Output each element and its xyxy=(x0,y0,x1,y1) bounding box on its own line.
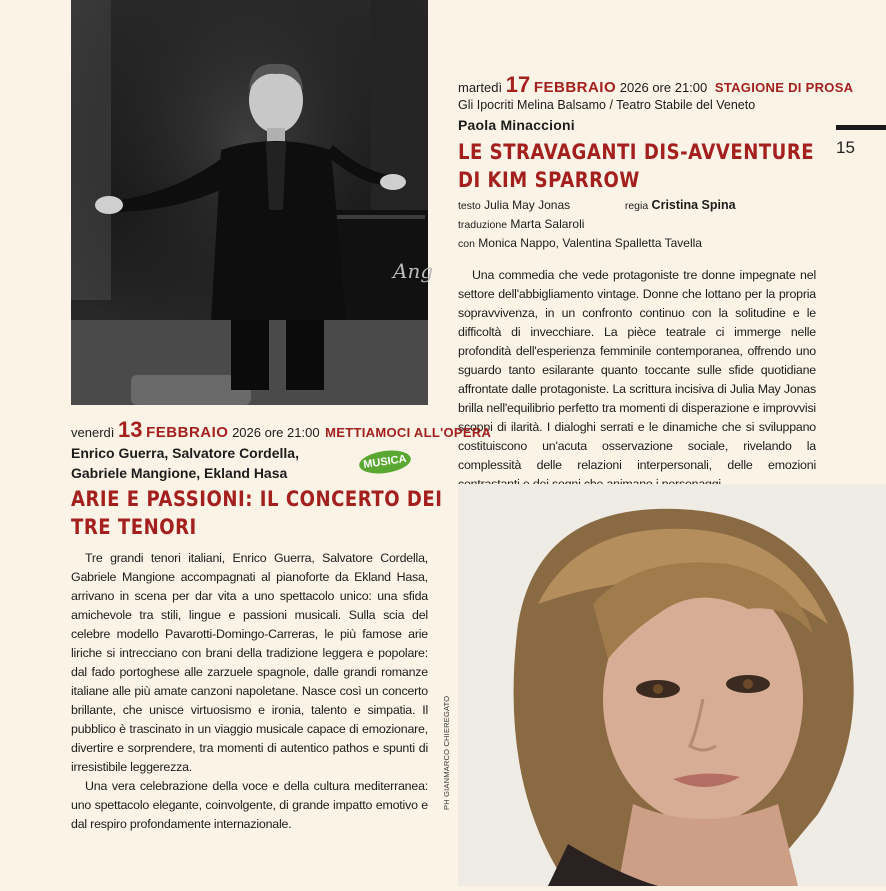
event-right-credits xyxy=(458,196,736,253)
event-left-cast-line2: Gabriele Mangione, Ekland Hasa xyxy=(71,465,288,481)
page-number-bar xyxy=(836,125,886,130)
event-left-year-time: 2026 ore 21:00 xyxy=(232,425,320,440)
actress-portrait-photo xyxy=(458,484,886,886)
event-right-producer: Gli Ipocriti Melina Balsamo / Teatro Stabile del Veneto xyxy=(458,98,756,112)
event-left-description xyxy=(71,549,428,834)
event-right-date-number: 17 xyxy=(505,72,531,97)
event-right-category: STAGIONE DI PROSA xyxy=(714,80,854,95)
event-right-description xyxy=(458,266,816,494)
actress-portrait-illustration xyxy=(458,484,886,886)
credit-row-testo xyxy=(458,196,736,215)
event-right-month: FEBBRAIO xyxy=(533,79,617,96)
credit-row-con xyxy=(458,234,736,253)
piano-brand-text: Ang xyxy=(393,259,434,283)
event-right-title-line1: LE STRAVAGANTI DIS-AVVENTURE xyxy=(458,140,815,164)
regia-value: Cristina Spina xyxy=(651,198,736,212)
traduzione-value: Marta Salaroli xyxy=(510,217,585,231)
event-left-cast xyxy=(71,443,299,483)
con-label: con xyxy=(458,238,475,250)
musica-badge: MUSICA xyxy=(358,447,413,476)
event-left-month: FEBBRAIO xyxy=(146,424,229,441)
testo-label: testo xyxy=(458,200,481,212)
event-left-title-line2: TRE TENORI xyxy=(71,515,197,539)
event-left-category: METTIAMOCI ALL'OPERA xyxy=(325,425,492,440)
event-left-date-line xyxy=(71,417,491,443)
page-number: 15 xyxy=(836,138,855,157)
event-left-day: venerdì xyxy=(71,425,115,440)
event-right-date-line xyxy=(458,72,853,98)
event-left-title-line1: ARIE E PASSIONI: IL CONCERTO DEI xyxy=(71,487,443,511)
event-left-paragraph-1: Tre grandi tenori italiani, Enrico Guerra, Salvatore Cordella, Gabriele Mangione accompagnati al pianoforte da Ekland Hasa, arrivano in scena per dar vita a uno spettacolo unico: una sfida amichevole tra stili, lingue e passioni musicali. Sulla scia del celebre modello Pavarotti-Domingo-Carreras, le più famose arie liriche si intrecciano con brani della tradizione leggera e popolare: dal fado portoghese alle zarzuele spagnole, dalle grandi romanze italiane alle più amate canzoni napoletane. Nasce così un concerto brillante, che unisce virtuosismo e ironia, talento e simpatia. Il pubblico è trascinato in un viaggio musicale capace di emozionare, divertire e sorprendere, tra momenti di autentico pathos e spunti di irresistibile leggerezza. xyxy=(71,551,428,774)
event-right-year-time: 2026 ore 21:00 xyxy=(619,80,708,95)
tenor-photo-illustration xyxy=(71,0,434,405)
traduzione-label: traduzione xyxy=(458,219,508,231)
testo-value: Julia May Jonas xyxy=(484,198,571,212)
tenor-photo xyxy=(71,0,434,405)
event-right-day: martedì xyxy=(458,80,503,95)
event-right-title xyxy=(458,138,814,194)
event-left-title xyxy=(71,485,442,541)
event-left-paragraph-2: Una vera celebrazione della voce e della cultura mediterranea: uno spettacolo elegante, coinvolgente, di grande impatto emotivo e dal respiro profondamente internazionale. xyxy=(71,779,428,831)
event-right-title-line2: DI KIM SPARROW xyxy=(458,168,640,192)
photo-credit: PH GIANMARCO CHIEREGATO xyxy=(442,695,451,810)
event-right-star: Paola Minaccioni xyxy=(458,117,575,133)
event-left-date-number: 13 xyxy=(118,417,143,442)
event-left-cast-line1: Enrico Guerra, Salvatore Cordella, xyxy=(71,445,299,461)
event-right-paragraph: Una commedia che vede protagoniste tre donne impegnate nel settore dell'abbigliamento vintage. Donne che lottano per la propria sopravvivenza, in un confronto continuo con la solitudine e le difficoltà di invecchiare. La pièce teatrale ci immerge nelle profondità dell'esperienza femminile contemporanea, offrendo uno sguardo tanto esilarante quanto toccante sulle sfide quotidiane affrontate dalle protagoniste. La scrittura incisiva di Julia May Jonas brilla nell'equilibrio perfetto tra momenti di disperazione e improvvisi scoppi di ilarità. I dialoghi serrati e le dinamiche che si sviluppano costituiscono un'acuta osservazione sociale, rivelando la complessità delle relazioni interpersonali, delle emozioni xyxy=(458,268,816,472)
regia-label: regia xyxy=(624,200,649,212)
con-value: Monica Nappo, Valentina Spalletta Tavella xyxy=(478,236,702,250)
credit-row-traduzione xyxy=(458,215,736,234)
